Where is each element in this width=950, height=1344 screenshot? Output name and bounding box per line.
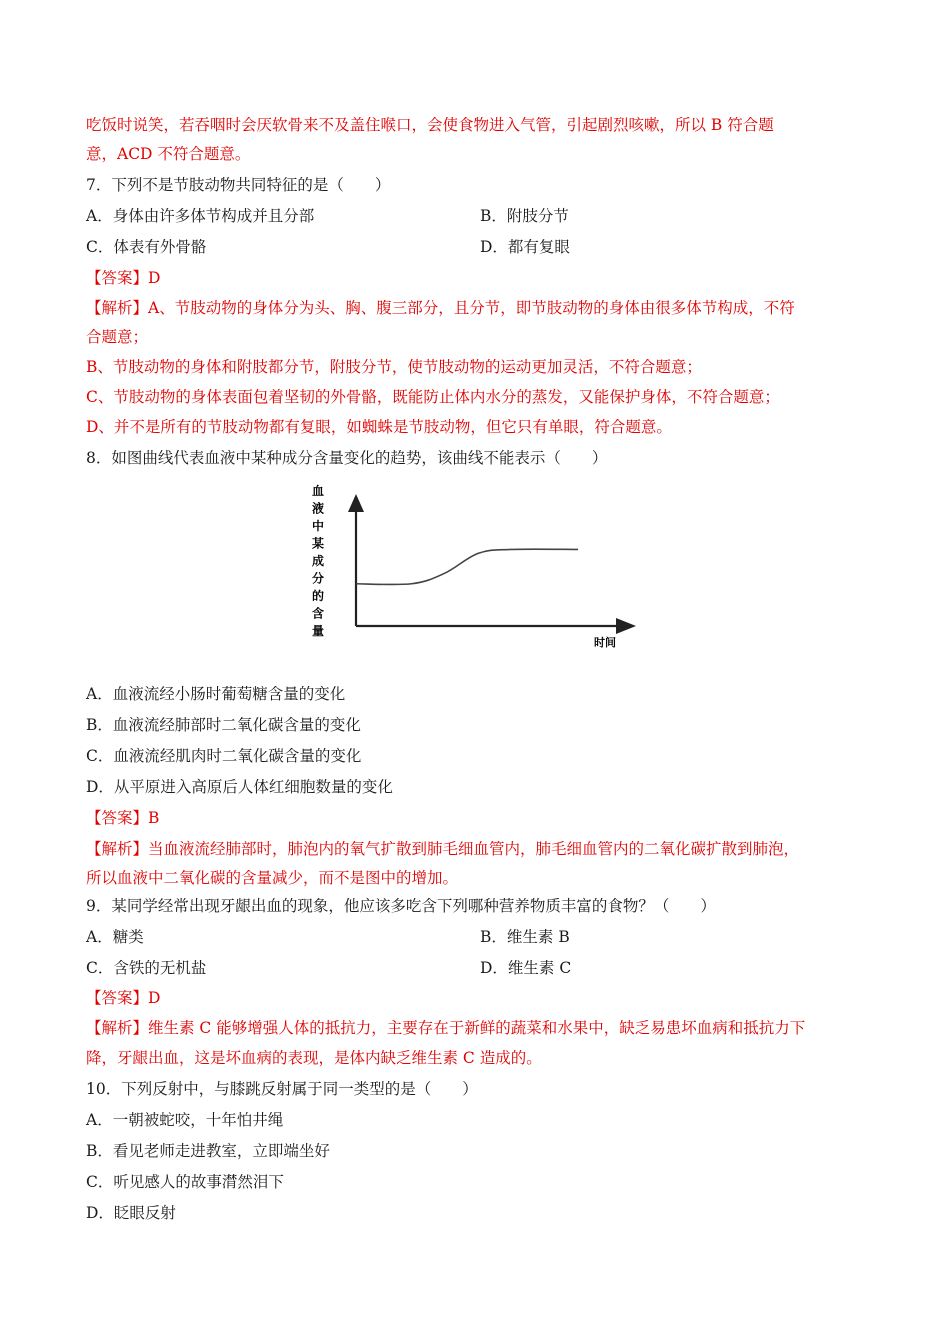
chart-y-label-char: 成 xyxy=(312,554,325,568)
q7-option-c: C．体表有外骨骼 xyxy=(86,238,207,256)
q8-answer: 【答案】B xyxy=(86,809,160,827)
q9-option-a: A．糖类 xyxy=(86,928,144,946)
chart-y-label-char: 中 xyxy=(312,519,325,533)
q9-explanation-line-1: 【解析】维生素 C 能够增强人体的抵抗力，主要存在于新鲜的蔬菜和水果中，缺乏易患坏血病和抵抗力下 xyxy=(86,1019,806,1037)
chart-x-axis-label: 时间 xyxy=(594,636,616,649)
q9-option-c: C．含铁的无机盐 xyxy=(86,959,207,977)
q7-option-a: A．身体由许多体节构成并且分部 xyxy=(86,207,315,225)
chart-y-label-char: 某 xyxy=(312,536,325,551)
q10-stem: 10．下列反射中，与膝跳反射属于同一类型的是（ ） xyxy=(86,1080,478,1098)
q7-explanation-line-3: B、节肢动物的身体和附肢都分节，附肢分节，使节肢动物的运动更加灵活，不符合题意； xyxy=(86,358,702,376)
q8-option-a: A．血液流经小肠时葡萄糖含量的变化 xyxy=(86,685,346,703)
q7-explanation-line-4: C、节肢动物的身体表面包着坚韧的外骨骼，既能防止体内水分的蒸发，又能保护身体，不符合题意； xyxy=(86,388,780,406)
q10-option-b: B．看见老师走进教室，立即端坐好 xyxy=(86,1142,330,1160)
q8-explanation-line-1: 【解析】当血液流经肺部时，肺泡内的氧气扩散到肺毛细血管内，肺毛细血管内的二氧化碳扩散到肺泡， xyxy=(86,840,800,858)
q8-option-c: C．血液流经肌肉时二氧化碳含量的变化 xyxy=(86,747,362,765)
q9-option-b: B．维生素 B xyxy=(480,928,570,946)
q6-explanation-line-2: 意，ACD 不符合题意。 xyxy=(86,145,251,163)
chart-y-axis-label xyxy=(311,483,324,638)
q9-answer: 【答案】D xyxy=(86,989,161,1007)
q10-option-c: C．听见感人的故事潸然泪下 xyxy=(86,1173,284,1191)
chart-y-label-char: 含 xyxy=(312,606,325,621)
q8-explanation-line-2: 所以血液中二氧化碳的含量减少，而不是图中的增加。 xyxy=(86,869,459,887)
q7-option-b: B．附肢分节 xyxy=(480,207,569,225)
q8-option-b: B．血液流经肺部时二氧化碳含量的变化 xyxy=(86,716,361,734)
q8-line-chart xyxy=(300,480,650,650)
q7-option-d: D．都有复眼 xyxy=(480,238,570,256)
chart-y-label-char: 量 xyxy=(312,624,325,638)
chart-y-label-char: 的 xyxy=(312,589,325,603)
chart-x-axis-arrow xyxy=(616,618,636,634)
q9-option-d: D．维生素 C xyxy=(480,959,572,977)
chart-y-label-char: 血 xyxy=(312,484,325,498)
q10-option-d: D．眨眼反射 xyxy=(86,1204,176,1222)
q7-explanation-line-1: 【解析】A、节肢动物的身体分为头、胸、腹三部分，且分节，即节肢动物的身体由很多体节构成，不符 xyxy=(86,299,795,317)
q7-stem: 7．下列不是节肢动物共同特征的是（ ） xyxy=(86,176,391,194)
q9-explanation-line-2: 降，牙龈出血，这是坏血病的表现，是体内缺乏维生素 C 造成的。 xyxy=(86,1049,542,1067)
q9-stem: 9．某同学经常出现牙龈出血的现象，他应该多吃含下列哪种营养物质丰富的食物？（ ） xyxy=(86,897,716,915)
q7-answer: 【答案】D xyxy=(86,269,161,287)
chart-series-line xyxy=(356,549,578,584)
chart-y-axis-arrow xyxy=(348,494,364,512)
chart-y-label-char: 分 xyxy=(312,571,325,586)
q6-explanation-line-1: 吃饭时说笑，若吞咽时会厌软骨来不及盖住喉口，会使食物进入气管，引起剧烈咳嗽，所以 B 符合题 xyxy=(86,116,774,134)
q8-stem: 8．如图曲线代表血液中某种成分含量变化的趋势，该曲线不能表示（ ） xyxy=(86,449,608,467)
q10-option-a: A．一朝被蛇咬，十年怕井绳 xyxy=(86,1111,284,1129)
q8-option-d: D．从平原进入高原后人体红细胞数量的变化 xyxy=(86,778,393,796)
q7-explanation-line-2: 合题意； xyxy=(86,328,149,346)
chart-y-label-char: 液 xyxy=(312,501,325,516)
q7-explanation-line-5: D、并不是所有的节肢动物都有复眼，如蜘蛛是节肢动物，但它只有单眼，符合题意。 xyxy=(86,418,672,436)
